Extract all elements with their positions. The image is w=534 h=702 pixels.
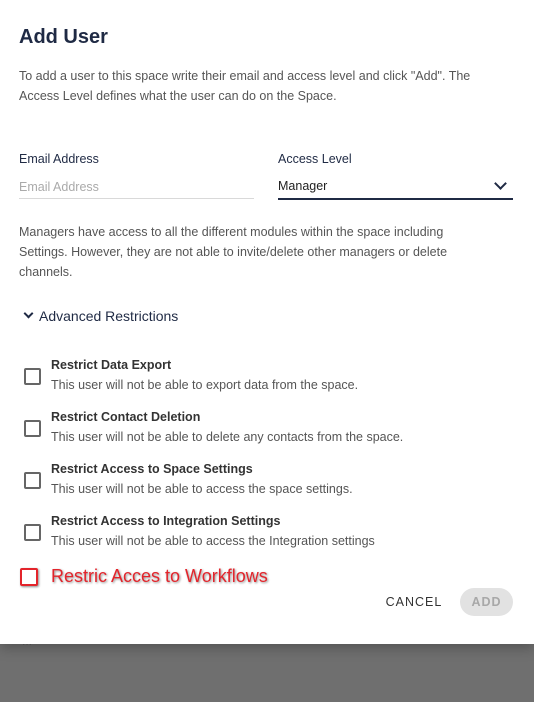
restriction-title: Restrict Contact Deletion [51, 410, 201, 424]
restrict-integration-settings-checkbox[interactable] [24, 524, 41, 541]
restrict-data-export-checkbox[interactable] [24, 368, 41, 385]
restriction-integration-settings [22, 514, 512, 554]
restriction-description: This user will not be able to delete any contacts from the space. [51, 430, 404, 444]
dialog-title: Add User [19, 26, 108, 48]
access-level-label: Access Level [278, 152, 352, 166]
restriction-title: Restrict Access to Integration Settings [51, 514, 281, 528]
restriction-title: Restrict Access to Space Settings [51, 462, 253, 476]
cancel-button[interactable]: CANCEL [378, 589, 450, 615]
restriction-description: This user will not be able to access the space settings. [51, 482, 353, 496]
add-button[interactable]: ADD [460, 588, 513, 616]
restriction-title: Restrict Data Export [51, 358, 172, 372]
chevron-down-icon [494, 177, 507, 190]
restriction-description: This user will not be able to export data from the space. [51, 378, 359, 392]
annotation-checkbox[interactable] [20, 568, 38, 586]
email-field[interactable] [19, 176, 254, 199]
access-level-select[interactable] [278, 174, 513, 200]
access-level-description: Managers have access to all the different modules within the space including Settings. However, they are not able to invite/delete other managers or delete channels. [19, 225, 448, 279]
restriction-contact-deletion [22, 410, 512, 450]
restriction-space-settings [22, 462, 512, 502]
restrict-contact-deletion-checkbox[interactable] [24, 420, 41, 437]
restriction-description: This user will not be able to access the Integration settings [51, 534, 375, 548]
annotation-label: Restric Acces to Workflows [51, 566, 268, 586]
access-level-value: Manager [278, 179, 328, 193]
advanced-restrictions-label: Advanced Restrictions [39, 308, 179, 324]
email-label: Email Address [19, 152, 99, 166]
restriction-data-export [22, 358, 512, 398]
restrict-space-settings-checkbox[interactable] [24, 472, 41, 489]
dialog-intro: To add a user to this space write their email and access level and click "Add". The Access Level defines what the user can do on the Space. [19, 69, 471, 103]
chevron-down-icon [24, 309, 34, 319]
